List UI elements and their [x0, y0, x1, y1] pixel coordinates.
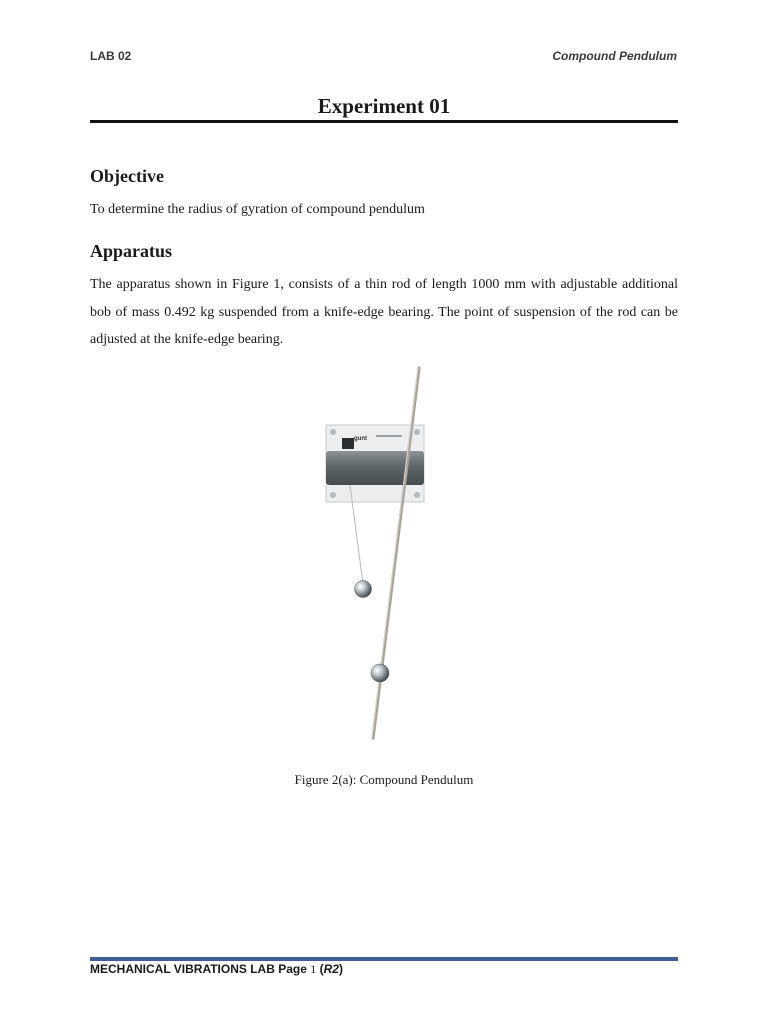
pendulum-rod: [373, 368, 419, 738]
compound-pendulum-illustration: [262, 362, 506, 746]
lower-bob: [371, 664, 389, 682]
footer-revision: R2: [323, 962, 339, 976]
apparatus-heading: Apparatus: [90, 241, 173, 261]
objective-text: To determine the radius of gyration of compound pendulum: [90, 202, 425, 217]
footer-rule: [90, 957, 678, 961]
plate-screw-icon: [414, 492, 420, 498]
title-underline: [90, 120, 678, 123]
figure-caption: Figure 2(a): Compound Pendulum: [294, 772, 474, 787]
page-title: Experiment 01: [317, 94, 451, 118]
knife-edge-clamp: [342, 438, 354, 449]
plate-screw-icon: [330, 429, 336, 435]
plate-screw-icon: [330, 492, 336, 498]
objective-heading: Objective: [90, 166, 164, 186]
compound-pendulum-figure: [262, 362, 506, 746]
page-footer: [90, 962, 343, 977]
upper-bob: [355, 581, 372, 598]
apparatus-text: The apparatus shown in Figure 1, consists of a thin rod of length 1000 mm with adjustable additional bob of mass 0.492 kg suspended from a knife-edge bearing. The point of suspension of the rod can be adjusted at the knife-edge bearing.: [90, 277, 678, 347]
plate-brand-label: gunt: [354, 436, 367, 442]
header-topic: Compound Pendulum: [552, 49, 677, 63]
footer-close-paren: ): [338, 962, 343, 976]
footer-open-paren: (: [319, 962, 324, 976]
rod-highlight: [372, 368, 418, 738]
plate-marking: [376, 435, 402, 437]
plate-screw-icon: [414, 429, 420, 435]
header-lab-number: LAB 02: [90, 49, 132, 63]
footer-label: MECHANICAL VIBRATIONS LAB Page: [90, 962, 307, 976]
footer-page-number: 1: [310, 962, 317, 976]
